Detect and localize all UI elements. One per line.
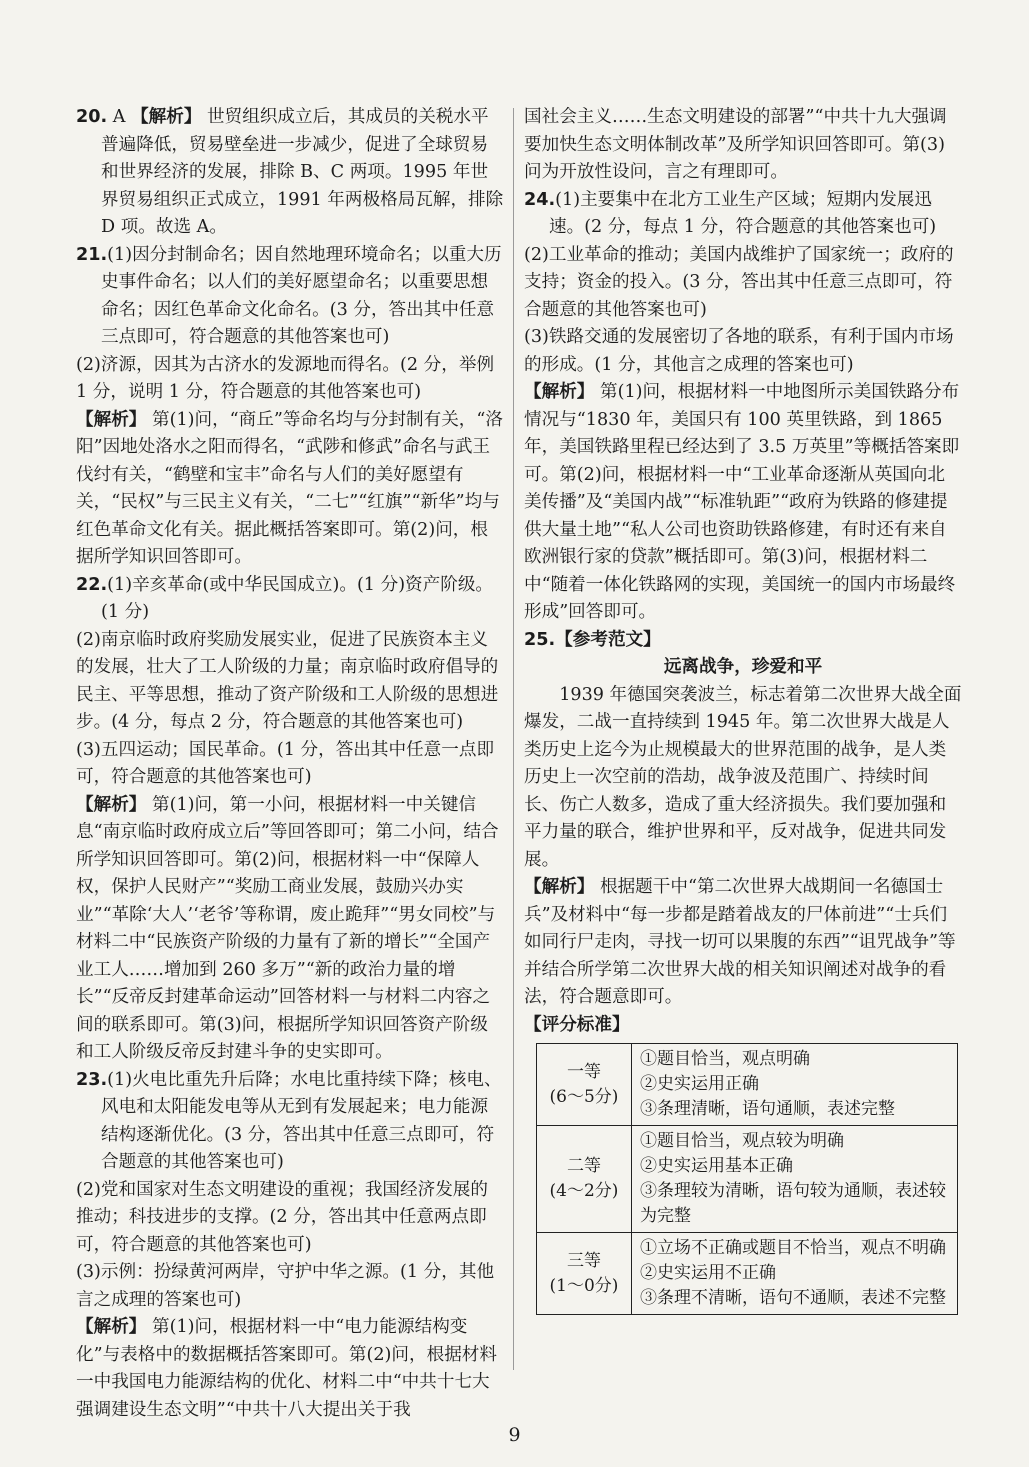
analysis-tag: 【解析】: [524, 877, 595, 897]
criteria-item: ③条理清晰，语句通顺，表述完整: [640, 1099, 895, 1119]
analysis-tag: 【解析】: [524, 382, 595, 402]
question-number: 20.: [76, 107, 108, 127]
criteria-cell: [632, 1233, 958, 1315]
analysis-text: 第(1)问，根据材料一中地图所示美国铁路分布情况与“1830 年，美国只有 100 英里铁路，到 1865 年，美国铁路里程已经达到了 3.5 万英里”等概括答案即可。第(2)问，根据材料一中“工业革命逐渐从英国向北美传播”及“美国内战”“标准轨距”“政府为铁路的修建提供大量土地”“私人公司也资助铁路修建，有时还有来自欧洲银行家的贷款”概括即可。第(3)问，根据材料二中“随着一体化铁路网的实现，美国统一的国内市场最终形成”回答即可。: [524, 382, 960, 622]
criteria-item: ③条理较为清晰，语句较为通顺，表述较为完整: [640, 1181, 946, 1226]
analysis-tag: 【解析】: [76, 794, 147, 815]
question-21-analysis: [76, 407, 504, 572]
grade-label: 一等: [567, 1061, 601, 1082]
page-number: 9: [508, 1424, 521, 1446]
question-number: 24.: [524, 189, 556, 210]
grade-cell: [537, 1044, 632, 1126]
question-20: [76, 104, 504, 242]
column-divider: [513, 108, 514, 1370]
answer-text: (1)辛亥革命(或中华民国成立)。(1 分)资产阶级。(1 分): [101, 574, 494, 622]
question-23-analysis-continued: 国社会主义……生态文明建设的部署”“中共十九大强调要加快生态文明体制改革”及所学知识回答即可。第(3)问为开放性设问，言之有理即可。: [524, 107, 947, 182]
question-25-header: [524, 627, 962, 655]
question-number: 25.: [524, 629, 556, 650]
answer-text: (1)主要集中在北方工业生产区域；短期内发展迅速。(2 分，每点 1 分，符合题意的其他答案也可): [549, 189, 937, 237]
question-24-analysis: [524, 379, 962, 627]
question-25-analysis: [524, 874, 962, 1012]
question-22-answer-1: [76, 572, 504, 627]
question-24-answer-2: (2)工业革命的推动；美国内战维护了国家统一；政府的支持；资金的投入。(3 分，答出其中任意三点即可，符合题意的其他答案也可): [524, 244, 954, 320]
grade-points: (4～2分): [549, 1181, 619, 1201]
analysis-tag: 【解析】: [76, 409, 147, 430]
criteria-cell: [632, 1044, 958, 1126]
question-22-answer-2: (2)南京临时政府奖励发展实业，促进了民族资本主义的发展，壮大了工人阶级的力量；南京临时政府倡导的民主、平等思想，推动了资产阶级和工人阶级的思想进步。(4 分，每点 2 分，符合题意的其他答案也可): [76, 629, 499, 732]
analysis-text: 第(1)问，根据材料一中“电力能源结构变化”与表格中的数据概括答案即可。第(2)问，根据材料一中我国电力能源结构的优化、材料二中“中共十七大强调建设生态文明”“中共十八大提出关于我: [76, 1317, 497, 1420]
table-row: [537, 1044, 958, 1126]
model-essay-tag: 【参考范文】: [555, 629, 661, 650]
analysis-text: 世贸组织成立后，其成员的关税水平普遍降低，贸易壁垒进一步减少，促进了全球贸易和世界经济的发展，排除 B、C 两项。1995 年世界贸易组织正式成立，1991 年两极格局瓦解，排除 D 项。故选 A。: [101, 107, 504, 237]
answer-text: (1)因分封制命名；因自然地理环境命名；以重大历史事件命名；以人们的美好愿望命名；以重要思想命名；因红色革命文化命名。(3 分，答出其中任意三点即可，符合题意的其他答案也可): [101, 244, 502, 347]
question-21-answer-1: [76, 242, 504, 352]
essay-title: 远离战争，珍爱和平: [663, 657, 823, 677]
question-21-answer-2: (2)济源，因其为古济水的发源地而得名。(2 分，举例 1 分，说明 1 分，符合题意的其他答案也可): [76, 354, 495, 402]
scoring-criteria-tag: 【评分标准】: [524, 1014, 630, 1035]
question-23-answer-1: [76, 1067, 504, 1177]
criteria-item: ②史实运用正确: [640, 1074, 759, 1094]
question-23-answer-3: (3)示例：扮绿黄河两岸，守护中华之源。(1 分，其他言之成理的答案也可): [76, 1262, 495, 1310]
question-23-analysis: [76, 1314, 504, 1424]
question-number: 23.: [76, 1069, 108, 1090]
analysis-tag: 【解析】: [131, 107, 202, 127]
criteria-item: ②史实运用基本正确: [640, 1156, 793, 1176]
table-row: [537, 1126, 958, 1233]
grade-cell: [537, 1126, 632, 1233]
question-number: 21.: [76, 244, 108, 265]
answer-choice: A: [107, 107, 132, 127]
analysis-text: 根据题干中“第二次世界大战期间一名德国士兵”及材料中“每一步都是踏着战友的尸体前进”“士兵们如同行尸走肉，寻找一切可以果腹的东西”“诅咒战争”等并结合所学第二次世界大战的相关知识阐述对战争的看法，符合题意即可。: [524, 877, 956, 1007]
criteria-cell: [632, 1126, 958, 1233]
grade-cell: [537, 1233, 632, 1315]
right-column: [524, 104, 962, 1315]
criteria-item: ①题目恰当，观点明确: [640, 1049, 810, 1069]
criteria-item: ③条理不清晰，语句不通顺，表述不完整: [640, 1288, 946, 1308]
table-row: [537, 1233, 958, 1315]
scoring-table: [536, 1043, 958, 1315]
question-23-answer-2: (2)党和国家对生态文明建设的重视；我国经济发展的推动；科技进步的支撑。(2 分，答出其中任意两点即可，符合题意的其他答案也可): [76, 1179, 488, 1255]
criteria-item: ①立场不正确或题目不恰当，观点不明确: [640, 1238, 946, 1258]
question-22-analysis: [76, 792, 504, 1067]
left-column: [76, 104, 504, 1424]
question-24-answer-1: [524, 187, 962, 242]
answer-text: (1)火电比重先升后降；水电比重持续下降；核电、风电和太阳能发电等从无到有发展起来；电力能源结构逐渐优化。(3 分，答出其中任意三点即可，符合题意的其他答案也可): [101, 1069, 502, 1172]
criteria-item: ①题目恰当，观点较为明确: [640, 1131, 844, 1151]
question-number: 22.: [76, 574, 108, 595]
analysis-text: 第(1)问，“商丘”等命名均与分封制有关，“洛阳”因地处洛水之阳而得名，“武陟和修武”命名与武王伐纣有关，“鹤壁和宝丰”命名与人们的美好愿望有关，“民权”与三民主义有关，“二七”“红旗”“新华”均与红色革命文化有关。据此概括答案即可。第(2)问，根据所学知识回答即可。: [76, 409, 503, 567]
analysis-text: 第(1)问，第一小问，根据材料一中关键信息“南京临时政府成立后”等回答即可；第二小问，结合所学知识回答即可。第(2)问，根据材料一中“保障人权，保护人民财产”“奖励工商业发展，鼓励兴办实业”“革除‘大人’‘老爷’等称谓，废止跪拜”“男女同校”与材料二中“民族资产阶级的力量有了新的增长”“全国产业工人……增加到 260 多万”“新的政治力量的增长”“反帝反封建革命运动”回答材料一与材料二内容之间的联系即可。第(3)问，根据所学知识回答资产阶级和工人阶级反帝反封建斗争的史实即可。: [76, 794, 499, 1062]
grade-label: 二等: [567, 1156, 601, 1176]
analysis-tag: 【解析】: [76, 1317, 147, 1337]
essay-body: 1939 年德国突袭波兰，标志着第二次世界大战全面爆发，二战一直持续到 1945 年。第二次世界大战是人类历史上迄今为止规模最大的世界范围的战争，是人类历史上一次空前的浩劫，战争波及范围广、持续时间长、伤亡人数多，造成了重大经济损失。我们要加强和平力量的联合，维护世界和平，反对战争，促进共同发展。: [524, 684, 962, 870]
criteria-item: ②史实运用不正确: [640, 1263, 776, 1283]
question-22-answer-3: (3)五四运动；国民革命。(1 分，答出其中任意一点即可，符合题意的其他答案也可): [76, 739, 495, 787]
grade-points: (1～0分): [549, 1275, 619, 1296]
question-24-answer-3: (3)铁路交通的发展密切了各地的联系，有利于国内市场的形成。(1 分，其他言之成理的答案也可): [524, 327, 954, 375]
grade-points: (6～5分): [549, 1086, 619, 1107]
grade-label: 三等: [567, 1250, 601, 1271]
